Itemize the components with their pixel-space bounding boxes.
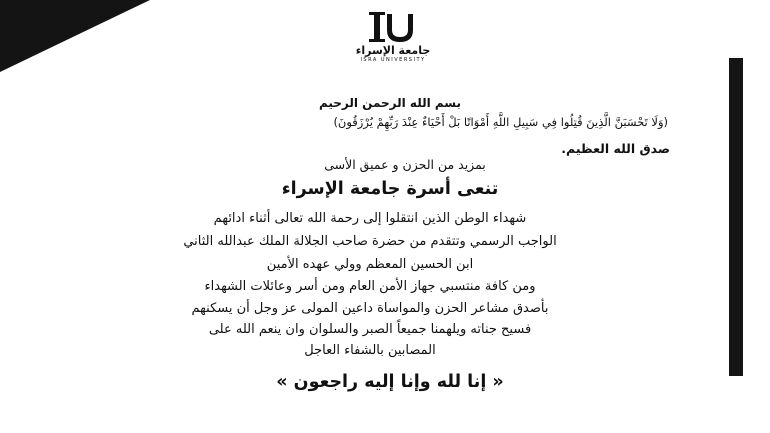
university-logo — [338, 10, 448, 68]
body-line: فسيح جناته ويلهمنا جميعاً الصبر والسلوان وان ينعم الله على — [208, 322, 532, 337]
body-line: ومن كافة منتسبي جهاز الأمن العام ومن أسر وعائلات الشهداء — [204, 279, 536, 294]
grief-line: بمزيد من الحزن و عميق الأسى — [324, 157, 486, 172]
body-line: الواجب الرسمي وتتقدم من حضرة صاحب الجلالة الملك عبدالله الثاني — [183, 234, 557, 249]
logo-name-arabic: جامعة الإسراء — [355, 44, 431, 57]
quran-verse: (وَلَا تَحْسَبَنَّ الَّذِينَ قُتِلُوا فِي سَبِيلِ اللَّهِ أَمْوَاتًا بَلْ أَحْيَاءٌ عِنْدَ رَبِّهِمْ يُرْزَقُونَ) — [333, 115, 668, 129]
logo-name-english: ISRA UNIVERSITY — [360, 57, 426, 63]
mourning-heading: تنعى أسرة جامعة الإسراء — [281, 179, 499, 199]
body-line: بأصدق مشاعر الحزن والمواساة داعين المولى عز وجل أن يسكنهم — [191, 301, 549, 316]
body-line: ابن الحسين المعظم وولي عهده الأمين — [266, 257, 474, 272]
logo-mark-icon — [363, 10, 423, 44]
basmala: بسم الله الرحمن الرحيم — [318, 96, 462, 110]
sadaq-line: صدق الله العظيم. — [561, 141, 670, 156]
closing-phrase: « إنا لله وإنا إليه راجعون » — [276, 372, 504, 392]
corner-decoration — [0, 0, 150, 72]
side-bar-decoration — [729, 58, 743, 376]
body-line: المصابين بالشفاء العاجل — [304, 343, 436, 358]
body-line: شهداء الوطن الذين انتقلوا إلى رحمة الله تعالى أثناء ادائهم — [213, 211, 527, 226]
